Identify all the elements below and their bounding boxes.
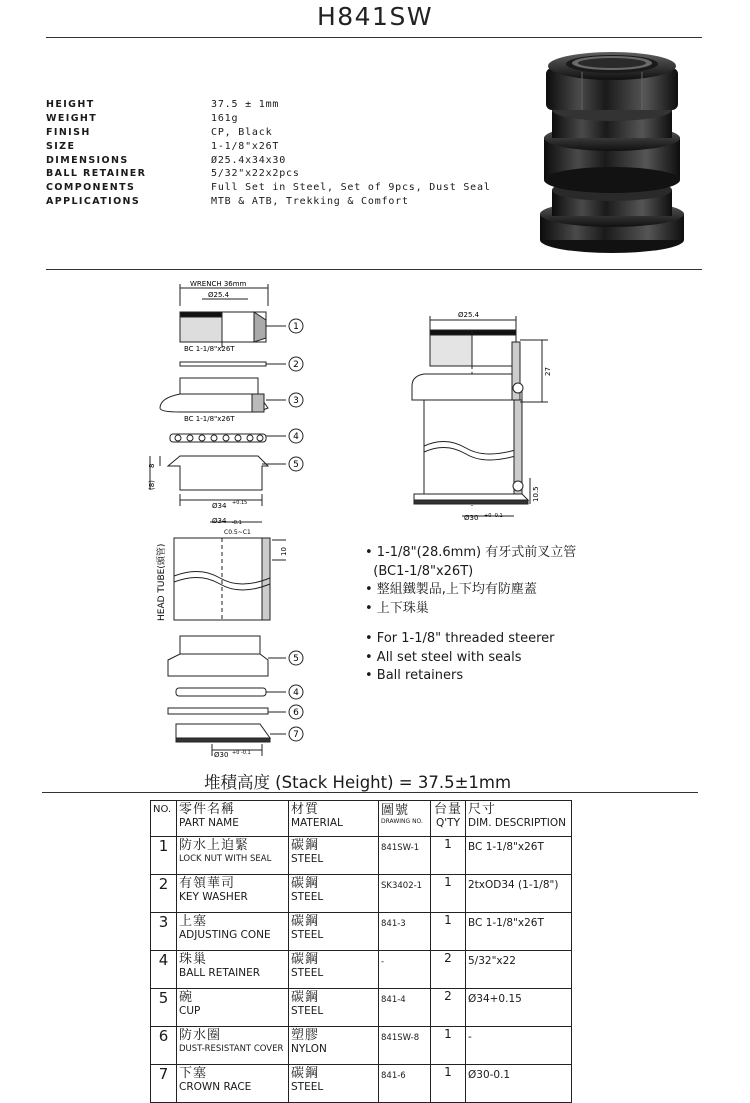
row-no: 3 [151,913,177,951]
table-row [151,913,572,951]
product-title: H841SW [316,2,434,31]
row-drawing-no: 841-6 [379,1065,431,1103]
thread-label: BC 1-1/8"x26T [184,415,235,423]
row-qty: 1 [431,913,466,951]
diameter-label: Ø34 [212,502,227,510]
note-en: • For 1-1/8" threaded steerer [365,631,555,646]
row-drawing-no: SK3402-1 [379,875,431,913]
tolerance-label: +0.15 [232,500,248,506]
section-divider [46,269,702,270]
row-part-name: 下塞 CROWN RACE [177,1065,289,1103]
table-divider [42,792,698,793]
callout-number: 3 [293,396,299,406]
row-qty: 1 [431,875,466,913]
table-header-row [151,801,572,837]
stack-height: 堆積高度 (Stack Height) = 37.5±1mm [203,773,512,792]
callout-number: 6 [293,708,299,718]
header-qty: 台量 Q'TY [431,801,466,837]
row-dim: Ø30-0.1 [466,1065,572,1103]
diameter-label: Ø25.4 [208,291,230,299]
spec-value: MTB & ATB, Trekking & Comfort [211,195,409,207]
row-part-name: 碗 CUP [177,989,289,1027]
row-no: 2 [151,875,177,913]
row-material: 碳鋼 STEEL [289,951,379,989]
spec-row [46,126,491,140]
row-no: 1 [151,837,177,875]
row-qty: 2 [431,989,466,1027]
row-dim: Ø34+0.15 [466,989,572,1027]
row-drawing-no: 841SW-8 [379,1027,431,1065]
callout-number: 1 [293,322,299,332]
spec-value: 1-1/8"x26T [211,140,280,152]
row-drawing-no: - [379,951,431,989]
row-material: 碳鋼 STEEL [289,1065,379,1103]
height-label: 10.5 [532,486,540,502]
tolerance-label: +0 -0.1 [484,513,503,519]
table-row [151,951,572,989]
spec-label: SIZE [46,140,76,152]
row-part-name: 珠巢 BALL RETAINER [177,951,289,989]
spec-row [46,167,491,181]
spec-list [46,98,491,208]
spec-row [46,139,491,153]
row-material: 塑膠 NYLON [289,1027,379,1065]
callout-number: 5 [293,654,299,664]
product-photo [516,42,706,258]
row-drawing-no: 841-4 [379,989,431,1027]
callout-number: 5 [293,460,299,470]
head-tube-label: HEAD TUBE(頭管) [157,543,167,621]
table-row [151,837,572,875]
tolerance-label: +0 -0.1 [232,750,251,756]
header-drawing-no: 圖號 DRAWING NO. [379,801,431,837]
row-dim: 5/32"x22 [466,951,572,989]
height-label: 27 [544,367,552,376]
callout-number: 7 [293,730,299,740]
row-part-name: 上塞 ADJUSTING CONE [177,913,289,951]
row-qty: 1 [431,1027,466,1065]
chamfer-label: C0.5~C1 [224,529,251,536]
callout-number: 4 [293,688,299,698]
diameter-label: Ø25.4 [458,311,480,319]
spec-label: COMPONENTS [46,182,136,194]
header-material: 材質 MATERIAL [289,801,379,837]
note-zh: • 1-1/8"(28.6mm) 有牙式前叉立管 [365,545,577,560]
row-part-name: 防水圈 DUST-RESISTANT COVER [177,1027,289,1065]
row-qty: 1 [431,837,466,875]
spec-label: HEIGHT [46,99,95,111]
diameter-label: Ø30 [464,514,479,522]
spec-value: 37.5 ± 1mm [211,99,280,111]
spec-value: Full Set in Steel, Set of 9pcs, Dust Seal [211,182,491,194]
row-no: 5 [151,989,177,1027]
row-part-name: 有領華司 KEY WASHER [177,875,289,913]
spec-value: 5/32"x22x2pcs [211,168,300,180]
table-row [151,989,572,1027]
row-dim: 2txOD34 (1-1/8") [466,875,572,913]
note-zh: • 整組鐵製品,上下均有防塵蓋 [365,582,537,597]
row-dim: BC 1-1/8"x26T [466,913,572,951]
note-en: • All set steel with seals [365,649,522,665]
height-label: 8 [148,463,156,468]
table-row [151,875,572,913]
spec-label: FINISH [46,126,91,138]
assembly-drawing [402,306,562,526]
spec-value: CP, Black [211,126,273,138]
row-qty: 1 [431,1065,466,1103]
callout-number: 2 [293,360,299,370]
note-zh: • 上下珠巢 [365,600,429,616]
title-divider [46,37,702,38]
wrench-label: WRENCH 36mm [190,280,247,288]
row-material: 碳鋼 STEEL [289,875,379,913]
diameter-label: Ø34 [212,517,227,525]
note-en: • Ball retainers [365,668,464,683]
row-part-name: 防水上迫緊 LOCK NUT WITH SEAL [177,837,289,875]
row-material: 碳鋼 STEEL [289,989,379,1027]
spec-label: BALL RETAINER [46,168,147,180]
row-no: 4 [151,951,177,989]
parts-table [150,800,572,1103]
table-row [151,1027,572,1065]
header-part-name: 零件名稱 PART NAME [177,801,289,837]
header-dim: 尺寸 DIM. DESCRIPTION [466,801,572,837]
height-label: 10 [280,547,288,556]
diameter-label: Ø30 [214,751,229,759]
callout-number: 4 [293,432,299,442]
spec-label: WEIGHT [46,113,98,125]
spec-row [46,153,491,167]
row-no: 7 [151,1065,177,1103]
height-label: (8) [148,480,156,490]
spec-label: DIMENSIONS [46,154,129,166]
row-no: 6 [151,1027,177,1065]
spec-label: APPLICATIONS [46,195,141,207]
thread-label: BC 1-1/8"x26T [184,345,235,353]
feature-notes [365,544,576,686]
tolerance-label: -0.1 [232,520,242,526]
spec-row [46,181,491,195]
spec-row [46,195,491,209]
row-drawing-no: 841-3 [379,913,431,951]
header-no: NO. [151,801,177,837]
note-zh: (BC1-1/8"x26T) [365,563,474,579]
spec-row [46,98,491,112]
row-drawing-no: 841SW-1 [379,837,431,875]
row-material: 碳鋼 STEEL [289,837,379,875]
spec-row [46,112,491,126]
exploded-drawing [140,276,310,766]
row-dim: - [466,1027,572,1065]
spec-value: 161g [211,113,239,125]
row-dim: BC 1-1/8"x26T [466,837,572,875]
table-row [151,1065,572,1103]
row-material: 碳鋼 STEEL [289,913,379,951]
spec-value: Ø25.4x34x30 [211,154,287,166]
row-qty: 2 [431,951,466,989]
